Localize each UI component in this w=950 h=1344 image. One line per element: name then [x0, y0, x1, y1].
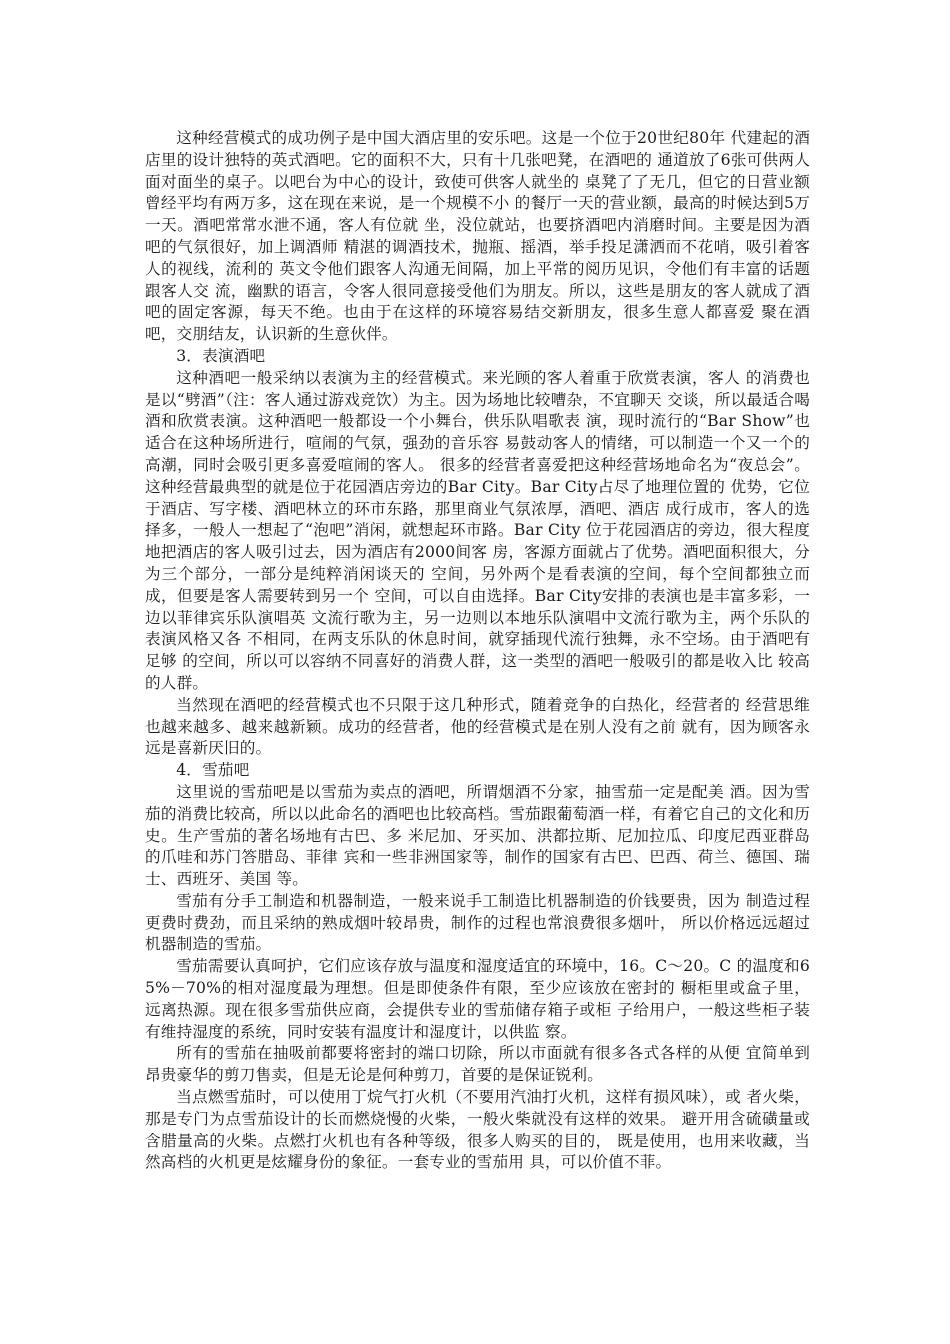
- paragraph-performance-bar: 这种酒吧一般采纳以表演为主的经营模式。来光顾的客人着重于欣赏表演，客人 的消费也是以“劈酒”（注：客人通过游戏竞饮）为主。因为场地比较嘈杂，不宜聊天 交谈，所以最适合喝酒和欣赏表演。这种酒吧一般都设一个小舞台，供乐队唱歌表 演，现时流行的“Bar Show”也适合在这种场所进行，喧闹的气氛，强劲的音乐容 易鼓动客人的情绪，可以制造一个又一个的高潮，同时会吸引更多喜爱喧闹的客人。 很多的经营者喜爱把这种经营场地命名为“夜总会”。这种经营最典型的就是位于花园酒店旁边的Bar City。Bar City占尽了地理位置的 优势，它位于酒店、写字楼、酒吧林立的环市东路，那里商业气氛浓厚，酒吧、酒店 成行成市，客人的选择多，一般人一想起了“泡吧”消闲，就想起环市路。Bar City 位于花园酒店的旁边，很大程度地把酒店的客人吸引过去，因为酒店有2000间客 房，客源方面就占了优势。酒吧面积很大，分为三个部分，一部分是纯粹消闲谈天的 空间，另外两个是看表演的空间，每个空间都独立而成，但要是客人需要转到另一个 空间，可以自由选择。Bar City安排的表演也是丰富多彩，一边以菲律宾乐队演唱英 文流行歌为主，另一边则以本地乐队演唱中文流行歌为主，两个乐队的表演风格又各 不相同，在两支乐队的休息时间，就穿插现代流行独舞，永不空场。由于酒吧有足够 的空间，所以可以容纳不同喜好的消费人群，这一类型的酒吧一般吸引的都是收入比 较高的人群。: [145, 368, 810, 692]
- section-heading-performance-bar: 3．表演酒吧: [176, 346, 266, 365]
- paragraph-cigar-bar-intro: 这里说的雪茄吧是以雪茄为卖点的酒吧，所谓烟酒不分家，抽雪茄一定是配美 酒。因为雪茄的消费比较高，所以以此命名的酒吧也比较高档。雪茄跟葡萄酒一样，有着它自己的文化和历史。生产雪茄的著名场地有古巴、多 米尼加、牙买加、洪都拉斯、尼加拉瓜、印度尼西亚群岛的爪哇和苏门答腊岛、菲律 宾和一些非洲国家等，制作的国家有古巴、巴西、荷兰、德国、瑞士、西班牙、美国 等。: [145, 782, 810, 889]
- paragraph-business-models-summary: 当然现在酒吧的经营模式也不只限于这几种形式，随着竞争的白热化，经营者的 经营思维也越来越多、越来越新颖。成功的经营者，他的经营模式是在别人没有之前 就有，因为顾客永远是喜新厌旧的。: [145, 695, 810, 758]
- section-heading-cigar-bar: 4．雪茄吧: [176, 761, 250, 780]
- paragraph-cigar-manufacturing: 雪茄有分手工制造和机器制造，一般来说手工制造比机器制造的价钱要贵，因为 制造过程更费时费劲，而且采纳的熟成烟叶较昂贵，制作的过程也常浪费很多烟叶， 所以价格远远超过机器制造的雪茄。: [145, 891, 810, 954]
- document-body: [145, 128, 810, 1174]
- paragraph-cigar-lighting: 当点燃雪茄时，可以使用丁烷气打火机（不要用汽油打火机，这样有损风味），或 者火柴，那是专门为点雪茄设计的长而燃烧慢的火柴，一般火柴就没有这样的效果。 避开用含硫磺量或含腊量高的火柴。点燃打火机也有各种等级，很多人购买的目的， 既是使用，也用来收藏，当然高档的火机更是炫耀身份的象征。一套专业的雪茄用 具，可以价值不菲。: [145, 1088, 810, 1172]
- paragraph-cigar-storage: 雪茄需要认真呵护，它们应该存放与温度和湿度适宜的环境中，16。C～20。C 的温度和65%－70%的相对湿度最为理想。但是即使条件有限，至少应该放在密封的 橱柜里或盒子里，远离热源。现在很多雪茄供应商，会提供专业的雪茄储存箱子或柜 子给用户，一般这些柜子装有维持湿度的系统，同时安装有温度计和湿度计，以供监 察。: [145, 957, 810, 1041]
- paragraph-anle-bar-example: 这种经营模式的成功例子是中国大酒店里的安乐吧。这是一个位于20世纪80年 代建起的酒店里的设计独特的英式酒吧。它的面积不大，只有十几张吧凳，在酒吧的 通道放了6张可供两人面对面坐的桌子。以吧台为中心的设计，致使可供客人就坐的 桌凳了了无几，但它的日营业额曾经平均有两万多，这在现在来说，是一个规模不小 的餐厅一天的营业额，最高的时候达到5万一天。酒吧常常水泄不通，客人有位就 坐，没位就站，也要挤酒吧内消磨时间。主要是因为酒吧的气氛很好，加上调酒师 精湛的调酒技术，抛瓶、摇酒，举手投足潇洒而不花哨，吸引着客人的视线，流利的 英文令他们跟客人沟通无间隔，加上平常的阅历见识，令他们有丰富的话题跟客人交 流，幽默的语言，令客人很同意接受他们为朋友。所以，这些是朋友的客人就成了酒 吧的固定客源，每天不绝。也由于在这样的环境容易结交新朋友，很多生意人都喜爱 聚在酒吧，交朋结友，认识新的生意伙伴。: [145, 129, 810, 344]
- paragraph-cigar-cutting: 所有的雪茄在抽吸前都要将密封的端口切除，所以市面就有很多各式各样的从便 宜简单到昂贵豪华的剪刀售卖，但是无论是何种剪刀，首要的是保证锐利。: [145, 1044, 810, 1085]
